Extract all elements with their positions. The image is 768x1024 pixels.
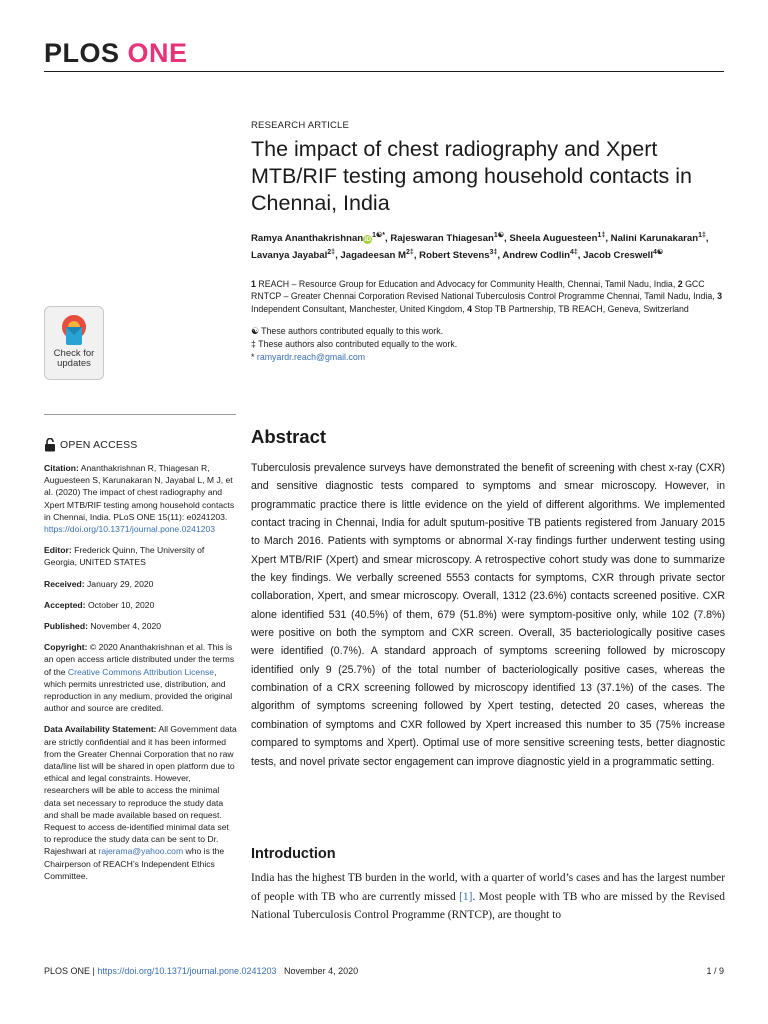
author-name: Robert Stevens [419,249,490,261]
affiliation-text: GCC RNTCP – Greater Chennai Corporation Revised National Tuberculosis Control Programme Chennai, Tamil Nadu, India, [251,278,718,302]
introduction-heading: Introduction [251,846,336,862]
header-divider [44,71,724,72]
citation-doi-link[interactable]: https://doi.org/10.1371/journal.pone.0241203 [44,524,216,535]
footer-citation: PLOS ONE | https://doi.org/10.1371/journal.pone.0241203 November 4, 2020 [44,966,359,976]
author-affiliation-marker: 1☯* [372,232,386,239]
author-name: Rajeswaran Thiagesan [390,233,494,245]
affiliation-text: Stop TB Partnership, TB REACH, Geneva, Switzerland [472,303,689,314]
affiliation-number: 1 [251,278,256,289]
page-number: 1 / 9 [706,966,724,976]
abstract-text: Tuberculosis prevalence surveys have demonstrated the benefit of screening with chest x-ray (CXR) and sensitive diagnostic tests compared to symptoms and smear microscopy. However, in programmatic practice there is little evidence on the yield of different algorithms. We implemented contact tracing in Chennai, India for adult sputum-positive TB patients registered from January 2015 to March 2016. Patients with symptoms or abnormal X-ray findings further underwent testing using Xpert MTB/RIF (Xpert) and smear microscopy. A retrospective cohort study was done to summarize the key findings. We verbally screened 5553 contacts for symptoms, CXR through private sector collaboration, Xpert, and smear microscopy. Overall, 1312 (23.6%) contacts screened positive. CXR alone identified 531 (40.5%) of them, 679 (51.8%) were symptom-positive only, while 102 (7.8%) were positive on both the symptom and CXR screen. Overall, 35 bacteriologically positive cases were identified (0.7%). A standard approach of symptoms screening followed by microscopy identified only 9 (25.7%) of the total number of bacteriologically positive cases, whereas the combination of a CRX screening followed by microscopy identified 13 (37.1%) of the cases. The algorithm of symptoms screening followed by Xpert testing, detected 20 cases, whereas the combination of symptoms and CXR followed by Xpert increased this number to 35 (75% increase compared to symptoms and Xpert). Optimal use of more sensitive screening tests, better diagnostic tests, and novel private sector engagement can improve diagnostic yield in a programmatic setting. [251,462,725,768]
author-list: Ramya AnanthakrishnaniD$^{1☯*}$, Rajeswaran Thiagesan$^{1☯}$, Sheela Auguesteen$^{1\ddagger}$, Nalini Karunakaran$^{1\ddagger}$, Lavanya Jayabal$^{2\ddagger}$, Jagadeesan $M^{2\ddagger}$, Robert Stevens$^{3\ddagger}$, Andrew Codlin$^{4\ddagger}$, Jacob Creswell$^{4☯}$ [251,232,709,261]
open-lock-icon [44,438,56,452]
author-affiliation-marker: 3‡ [489,248,498,256]
accepted-date: Accepted: October 10, 2020 [44,599,155,610]
author-name: Sheela Auguesteen [509,233,598,245]
article-header [251,120,725,363]
author-notes [251,325,725,363]
author-affiliation-marker: 1‡ [698,232,706,239]
license-link[interactable]: Creative Commons Attribution License [67,666,215,677]
also-contributed-note: ‡ These authors also contributed equally to the work. [251,338,458,349]
article-title: The impact of chest radiography and Xpert MTB/RIF testing among household contacts in Chennai, India [251,137,692,215]
affiliation-number: 4 [467,303,473,314]
check-for-updates-text: Check for updates [53,348,95,369]
logo-one: ONE [127,38,188,68]
received-date: Received: January 29, 2020 [44,578,154,589]
data-contact-email-link[interactable]: rajerama@yahoo.com [98,846,184,857]
affiliation-text: REACH – Resource Group for Education and Advocacy for Community Health, Chennai, Tamil Nadu, India, [255,278,678,289]
affiliation-number: 3 [717,291,723,302]
reference-link[interactable]: [1] [459,890,473,903]
author-name: Jagadeesan M [340,249,407,261]
sidebar-divider [44,414,236,415]
data-availability: Data Availability Statement: All Government data are strictly confidential and it has been informed from the Greater Chennai Corporation that no raw data/line list will be shared in open platform due to ethical and legal constraints. However, researchers will be able to access the minimal data set necessary to reproduce the study data and shall be made available based on request. Request to access de-identified minimal data set to reproduce the study data can be sent to Dr. Rajeshwari at rajerama@yahoo.com who is the Chairperson of REACH’s Independent Ethics Committee. [44,724,237,881]
author-affiliation-marker: 1☯ [493,232,505,239]
author-affiliation-marker: 2‡ [406,248,414,256]
footer-date: November 4, 2020 [284,966,359,976]
check-for-updates-badge[interactable] [44,306,104,380]
article-type: RESEARCH ARTICLE [251,120,350,131]
affiliations [251,278,725,316]
author-name: Jacob Creswell [583,249,653,261]
author-affiliation-marker: 4‡ [570,248,578,256]
equal-contribution-note: ☯ These authors contributed equally to this work. [251,326,444,337]
article-metadata [44,462,238,891]
corresponding-author: * ramyardr.reach@gmail.com [251,351,366,362]
journal-logo [44,38,188,69]
abstract-heading: Abstract [251,426,327,447]
affiliation-text: Independent Consultant, Manchester, United Kingdom, [251,303,468,314]
author-name: Andrew Codlin [502,249,570,261]
published-date: Published: November 4, 2020 [44,621,162,632]
orcid-icon[interactable]: iD [364,236,371,244]
page-footer [44,966,724,976]
introduction-text: India has the highest TB burden in the world, with a quarter of world’s cases and has the largest number of people with TB who are currently missed [1]. Most people with TB who are missed by the Revised National Tuberculosis Control Programme (RNTCP), are thought to [251,872,725,922]
author-affiliation-marker: 4☯ [653,248,664,256]
author-name: Lavanya Jayabal [251,249,328,261]
author-name: Ramya Ananthakrishnan [251,233,364,245]
footer-doi-link[interactable]: https://doi.org/10.1371/journal.pone.0241203 [97,966,277,976]
editor: Editor: Frederick Quinn, The University of Georgia, UNITED STATES [44,545,205,568]
logo-plos: PLOS [44,38,120,68]
citation: Citation: Ananthakrishnan R, Thiagesan R, Auguesteen S, Karunakaran N, Jayabal L, M J, et al. (2020) The impact of chest radiography and Xpert MTB/RIF testing among household contacts in Chennai, India. PLoS ONE 15(11): e0241203. https://doi.org/10.1371/journal.pone.0241203 [44,463,235,535]
copyright: Copyright: © 2020 Ananthakrishnan et al. This is an open access article distributed under the terms of the Creative Commons Attribution License, which permits unrestricted use, distribution, and reproduction in any medium, provided the original author and source are credited. [44,642,235,714]
author-name: Nalini Karunakaran [610,233,699,245]
open-access-label: OPEN ACCESS [44,438,137,452]
check-for-updates-icon [60,313,88,347]
affiliation-number: 2 [677,278,683,289]
author-affiliation-marker: 2‡ [327,248,336,256]
corresponding-email-link[interactable]: ramyardr.reach@gmail.com [256,351,366,362]
author-affiliation-marker: 1‡ [597,232,606,239]
